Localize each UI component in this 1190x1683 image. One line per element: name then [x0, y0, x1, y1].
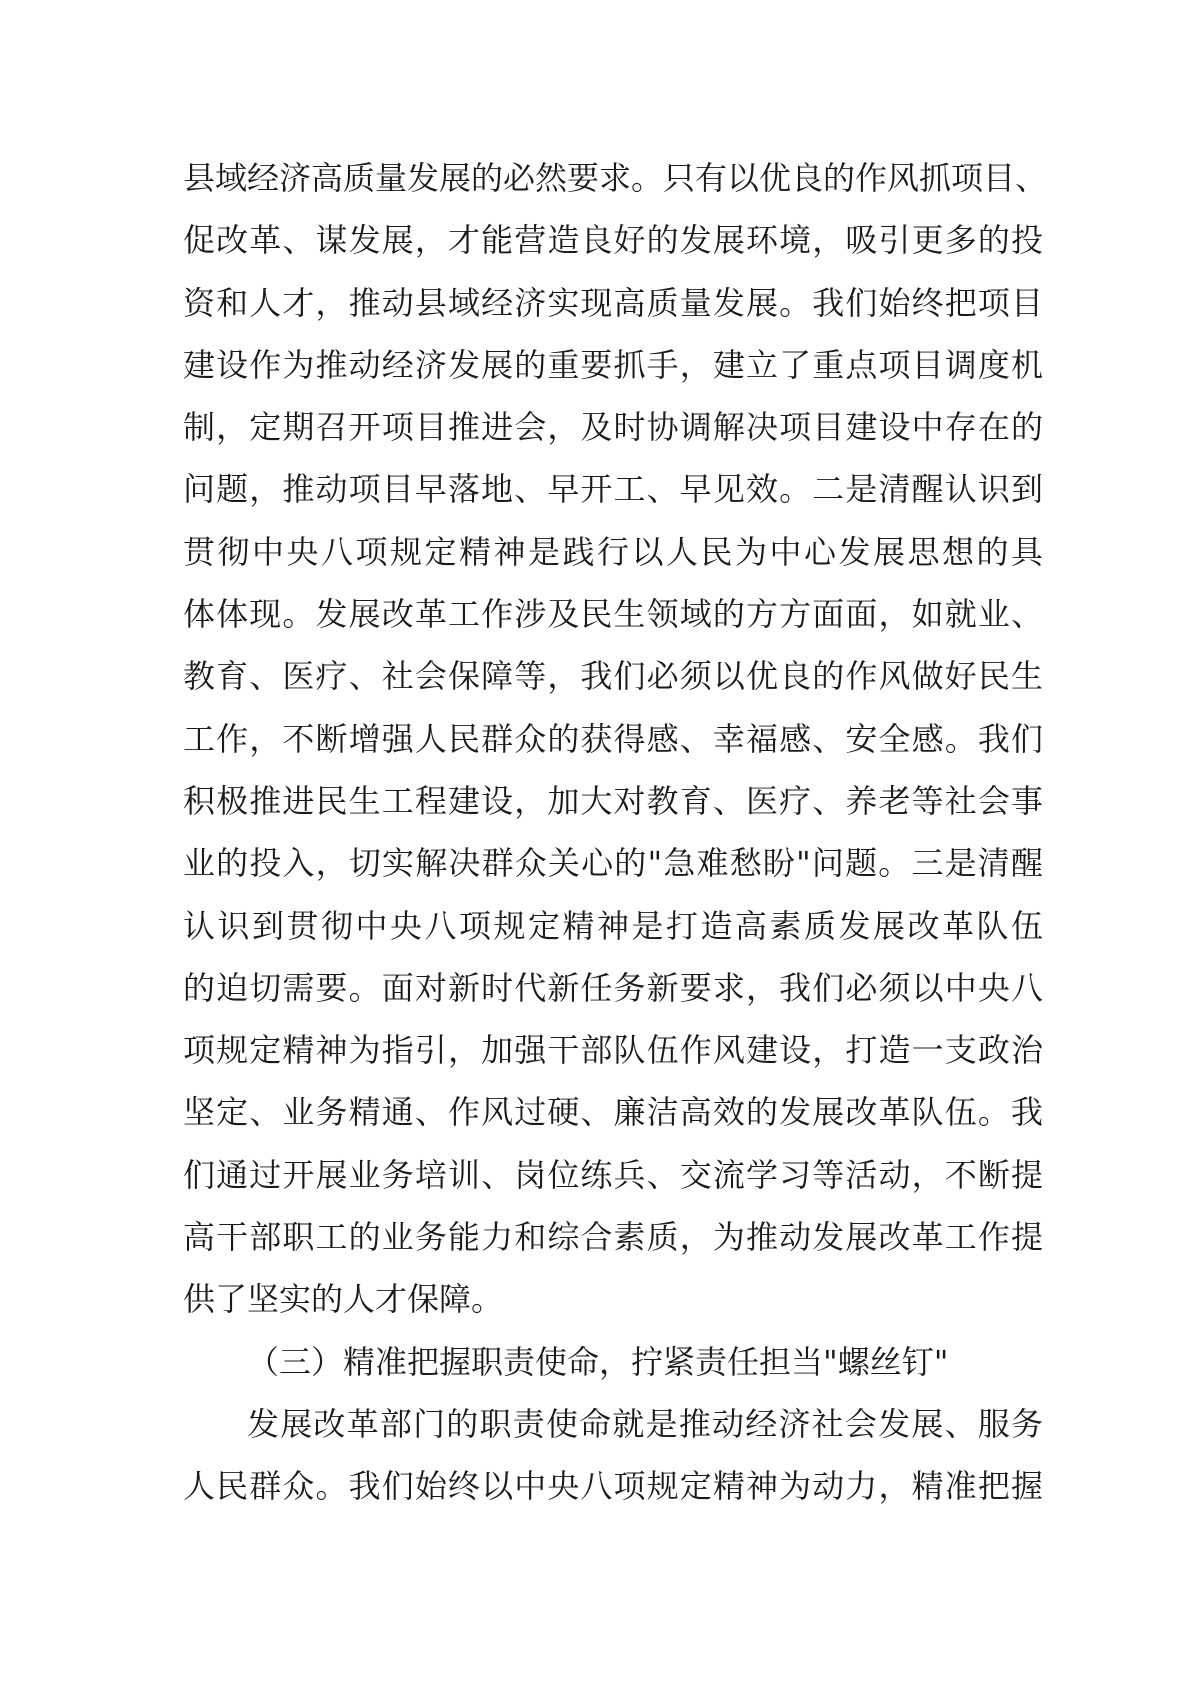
text-line: 供了坚实的人才保障。	[183, 1280, 504, 1319]
text-line: 坚定、业务精通、作风过硬、廉洁高效的发展改革队伍。我	[183, 1093, 1043, 1132]
text-line: 贯彻中央八项规定精神是践行以人民为中心发展思想的具	[183, 532, 1043, 571]
text-line: 积极推进民生工程建设，加大对教育、医疗、养老等社会事	[183, 781, 1043, 820]
text-line: 项规定精神为指引，加强干部队伍作风建设，打造一支政治	[183, 1031, 1043, 1070]
text-line: 高干部职工的业务能力和综合素质，为推动发展改革工作提	[183, 1218, 1043, 1257]
text-line: 问题，推动项目早落地、早开工、早见效。二是清醒认识到	[183, 470, 1043, 509]
text-line: 的迫切需要。面对新时代新任务新要求，我们必须以中央八	[183, 968, 1043, 1007]
text-line: 业的投入，切实解决群众关心的"急难愁盼"问题。三是清醒	[183, 844, 1043, 883]
text-line: 发展改革部门的职责使命就是推动经济社会发展、服务	[247, 1404, 1043, 1443]
text-line: 促改革、谋发展，才能营造良好的发展环境，吸引更多的投	[183, 221, 1043, 260]
text-line: 们通过开展业务培训、岗位练兵、交流学习等活动，不断提	[183, 1155, 1043, 1194]
section-heading: （三）精准把握职责使命，拧紧责任担当"螺丝钉"	[247, 1342, 949, 1381]
text-line: 人民群众。我们始终以中央八项规定精神为动力，精准把握	[183, 1467, 1043, 1506]
text-line: 资和人才，推动县域经济实现高质量发展。我们始终把项目	[183, 283, 1043, 322]
text-line: 教育、医疗、社会保障等，我们必须以优良的作风做好民生	[183, 657, 1043, 696]
text-line: 建设作为推动经济发展的重要抓手，建立了重点项目调度机	[183, 345, 1043, 384]
text-line: 县域经济高质量发展的必然要求。只有以优良的作风抓项目、	[183, 159, 1048, 197]
text-line: 制，定期召开项目推进会，及时协调解决项目建设中存在的	[183, 408, 1043, 447]
text-line: 认识到贯彻中央八项规定精神是打造高素质发展改革队伍	[183, 906, 1043, 945]
body-text	[183, 147, 1048, 1518]
text-line: 体体现。发展改革工作涉及民生领域的方方面面，如就业、	[183, 595, 1043, 634]
text-line: 工作，不断增强人民群众的获得感、幸福感、安全感。我们	[183, 719, 1043, 758]
